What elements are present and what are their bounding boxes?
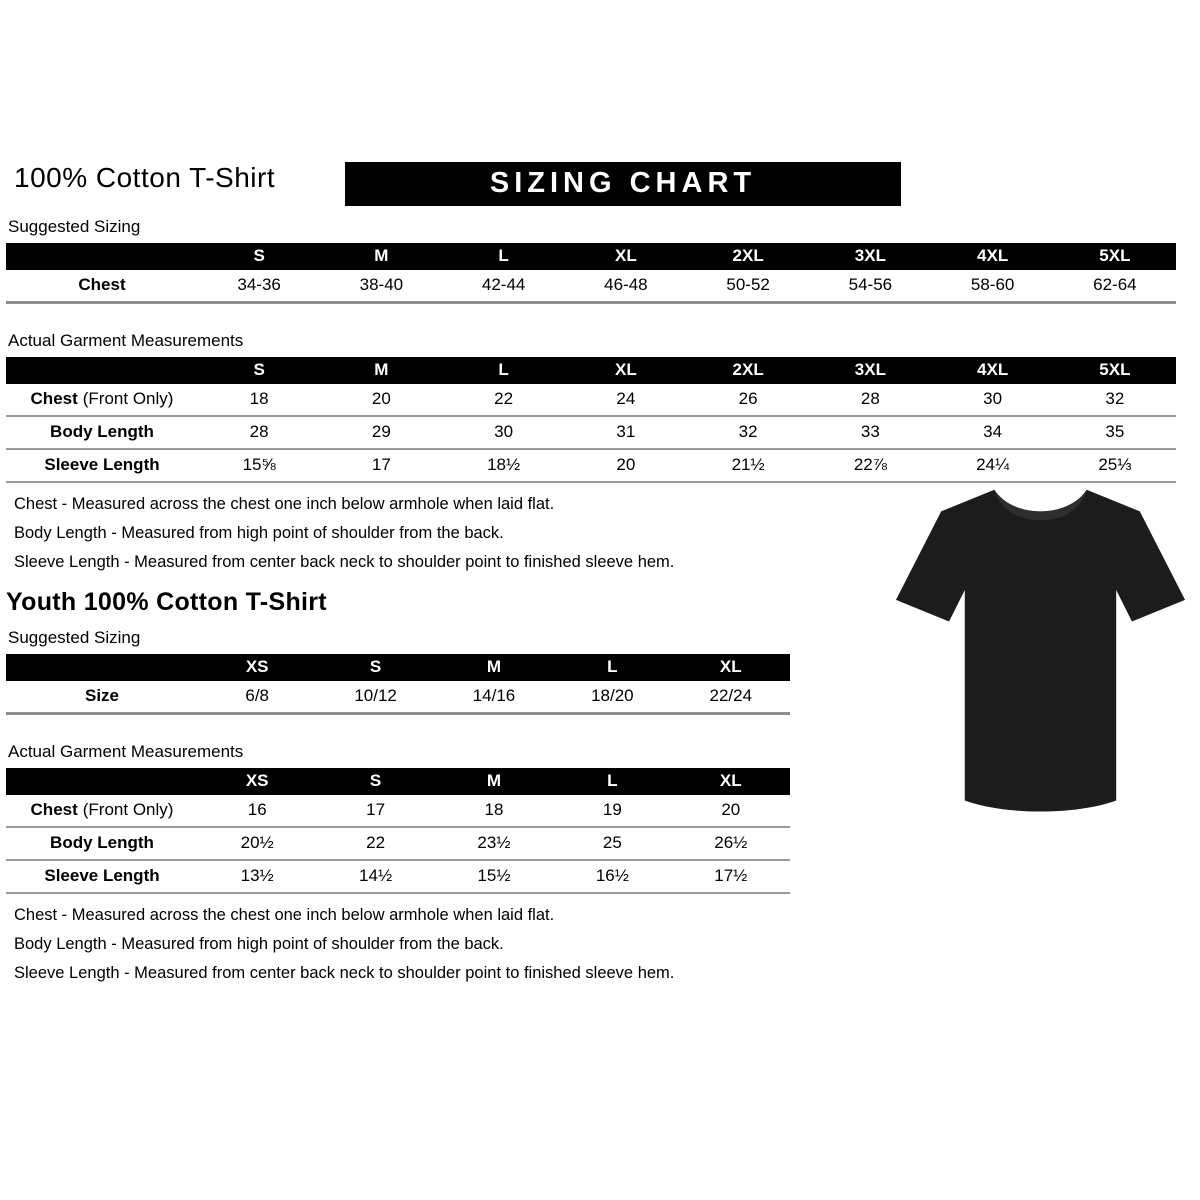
- corner-cell: [6, 768, 198, 795]
- value-cell: 42-44: [481, 275, 526, 294]
- value-cell: 20½: [240, 833, 274, 852]
- value-cell: 46-48: [604, 275, 648, 294]
- size-header-cell: XL: [672, 768, 790, 795]
- size-header-cell: XS: [198, 654, 316, 681]
- size-header-cell: S: [316, 654, 434, 681]
- value-cell: 33: [860, 422, 880, 441]
- size-header-cell: L: [443, 357, 565, 384]
- table-header-row: [6, 654, 790, 681]
- value-cell: 34-36: [237, 275, 281, 294]
- table-row: [6, 795, 790, 827]
- value-cell: 28: [860, 389, 880, 408]
- value-cell: 54-56: [848, 275, 893, 294]
- value-cell: 15⅝: [242, 455, 276, 474]
- table-row: [6, 384, 1176, 416]
- row-label-suffix: (Front Only): [82, 800, 174, 819]
- size-header-cell: 4XL: [932, 357, 1054, 384]
- header-row: [6, 162, 1200, 206]
- size-header-cell: L: [443, 243, 565, 270]
- value-cell: 22: [494, 389, 514, 408]
- value-cell: 25⅓: [1098, 455, 1132, 474]
- value-cell: 22⅞: [853, 455, 887, 474]
- size-header-cell: 4XL: [932, 243, 1054, 270]
- value-cell: 22/24: [709, 686, 753, 705]
- value-cell: 58-60: [970, 275, 1015, 294]
- value-cell: 10/12: [354, 686, 397, 705]
- tshirt-icon: [893, 478, 1188, 826]
- size-header-cell: M: [320, 243, 442, 270]
- value-cell: 26: [738, 389, 758, 408]
- note-sleeve-length: Sleeve Length - Measured from center back neck to shoulder point to finished sleeve hem.: [14, 964, 675, 982]
- size-header-cell: 5XL: [1054, 243, 1176, 270]
- note-sleeve-length: Sleeve Length - Measured from center back neck to shoulder point to finished sleeve hem.: [14, 553, 675, 571]
- size-header-cell: 3XL: [809, 357, 931, 384]
- note-body-length: Body Length - Measured from high point of shoulder from the back.: [14, 935, 504, 953]
- row-label-cell: Body Length: [50, 422, 154, 441]
- note-body-length: Body Length - Measured from high point of shoulder from the back.: [14, 524, 504, 542]
- value-cell: 35: [1105, 422, 1125, 441]
- size-header-cell: 2XL: [687, 357, 809, 384]
- youth-measurement-notes: [14, 906, 1200, 983]
- value-cell: 15½: [477, 866, 511, 885]
- size-header-cell: XL: [565, 357, 687, 384]
- youth-suggested-sizing-label: Suggested Sizing: [8, 628, 141, 647]
- note-chest: Chest - Measured across the chest one inch below armhole when laid flat.: [14, 495, 555, 513]
- value-cell: 18: [484, 800, 504, 819]
- value-cell: 32: [738, 422, 758, 441]
- adult-suggested-sizing-label: Suggested Sizing: [8, 217, 141, 236]
- youth-section-title: Youth 100% Cotton T-Shirt: [6, 588, 327, 616]
- size-header-cell: XL: [565, 243, 687, 270]
- value-cell: 17: [366, 800, 386, 819]
- youth-suggested-sizing-table: [6, 654, 790, 715]
- sizing-chart-banner: SIZING CHART: [345, 162, 901, 206]
- row-label-cell: [6, 384, 198, 416]
- table-row: [6, 827, 790, 860]
- row-label-cell: Sleeve Length: [44, 866, 160, 885]
- value-cell: 34: [983, 422, 1003, 441]
- value-cell: 17½: [714, 866, 748, 885]
- corner-cell: [6, 357, 198, 384]
- size-header-cell: L: [553, 768, 671, 795]
- value-cell: 28: [249, 422, 269, 441]
- value-cell: 6/8: [245, 686, 270, 705]
- row-label-cell: [6, 795, 198, 827]
- table-row: [6, 416, 1176, 449]
- size-header-cell: M: [435, 654, 553, 681]
- table-row: [6, 860, 790, 893]
- size-header-cell: S: [198, 243, 320, 270]
- value-cell: 50-52: [726, 275, 770, 294]
- row-label-text: Chest: [30, 389, 78, 408]
- value-cell: 22: [366, 833, 386, 852]
- size-header-cell: 3XL: [809, 243, 931, 270]
- value-cell: 30: [983, 389, 1003, 408]
- tshirt-body-shape: [896, 490, 1185, 812]
- value-cell: 38-40: [359, 275, 404, 294]
- value-cell: 30: [494, 422, 514, 441]
- value-cell: 18/20: [591, 686, 634, 705]
- corner-cell: [6, 654, 198, 681]
- note-chest: Chest - Measured across the chest one inch below armhole when laid flat.: [14, 906, 555, 924]
- page-title: 100% Cotton T-Shirt: [14, 162, 276, 193]
- value-cell: 31: [616, 422, 636, 441]
- tshirt-product-image: [893, 478, 1188, 826]
- adult-garment-measurements-label: Actual Garment Measurements: [8, 331, 244, 350]
- value-cell: 18: [249, 389, 269, 408]
- table-header-row: [6, 357, 1176, 384]
- value-cell: 20: [371, 389, 391, 408]
- size-header-cell: XL: [672, 654, 790, 681]
- value-cell: 20: [721, 800, 741, 819]
- value-cell: 24: [616, 389, 636, 408]
- row-label-cell: Sleeve Length: [44, 455, 160, 474]
- row-label-text: Chest: [30, 800, 78, 819]
- value-cell: 25: [602, 833, 622, 852]
- value-cell: 20: [616, 455, 636, 474]
- row-label-cell: Size: [84, 686, 120, 705]
- value-cell: 23½: [477, 833, 511, 852]
- youth-garment-measurements-table: [6, 768, 790, 894]
- value-cell: 14/16: [472, 686, 516, 705]
- size-header-cell: S: [198, 357, 320, 384]
- value-cell: 29: [371, 422, 391, 441]
- size-header-cell: L: [553, 654, 671, 681]
- value-cell: 14½: [359, 866, 393, 885]
- row-label-cell: Body Length: [50, 833, 154, 852]
- youth-garment-measurements-label: Actual Garment Measurements: [8, 742, 244, 761]
- value-cell: 17: [371, 455, 391, 474]
- value-cell: 62-64: [1093, 275, 1137, 294]
- corner-cell: [6, 243, 198, 270]
- row-label-cell: Chest: [78, 275, 126, 294]
- value-cell: 21½: [731, 455, 765, 474]
- adult-garment-measurements-table: [6, 357, 1176, 483]
- value-cell: 18½: [487, 455, 521, 474]
- size-header-cell: S: [316, 768, 434, 795]
- value-cell: 19: [602, 800, 622, 819]
- table-row: [6, 270, 1176, 303]
- size-header-cell: 2XL: [687, 243, 809, 270]
- size-header-cell: M: [320, 357, 442, 384]
- size-header-cell: 5XL: [1054, 357, 1176, 384]
- value-cell: 13½: [240, 866, 274, 885]
- row-label-suffix: (Front Only): [82, 389, 174, 408]
- table-header-row: [6, 768, 790, 795]
- size-header-cell: M: [435, 768, 553, 795]
- table-header-row: [6, 243, 1176, 270]
- value-cell: 26½: [714, 833, 748, 852]
- value-cell: 16: [247, 800, 267, 819]
- adult-suggested-sizing-table: [6, 243, 1176, 304]
- value-cell: 32: [1105, 389, 1125, 408]
- table-row: [6, 681, 790, 714]
- value-cell: 16½: [595, 866, 629, 885]
- size-header-cell: XS: [198, 768, 316, 795]
- value-cell: 24¼: [976, 455, 1010, 474]
